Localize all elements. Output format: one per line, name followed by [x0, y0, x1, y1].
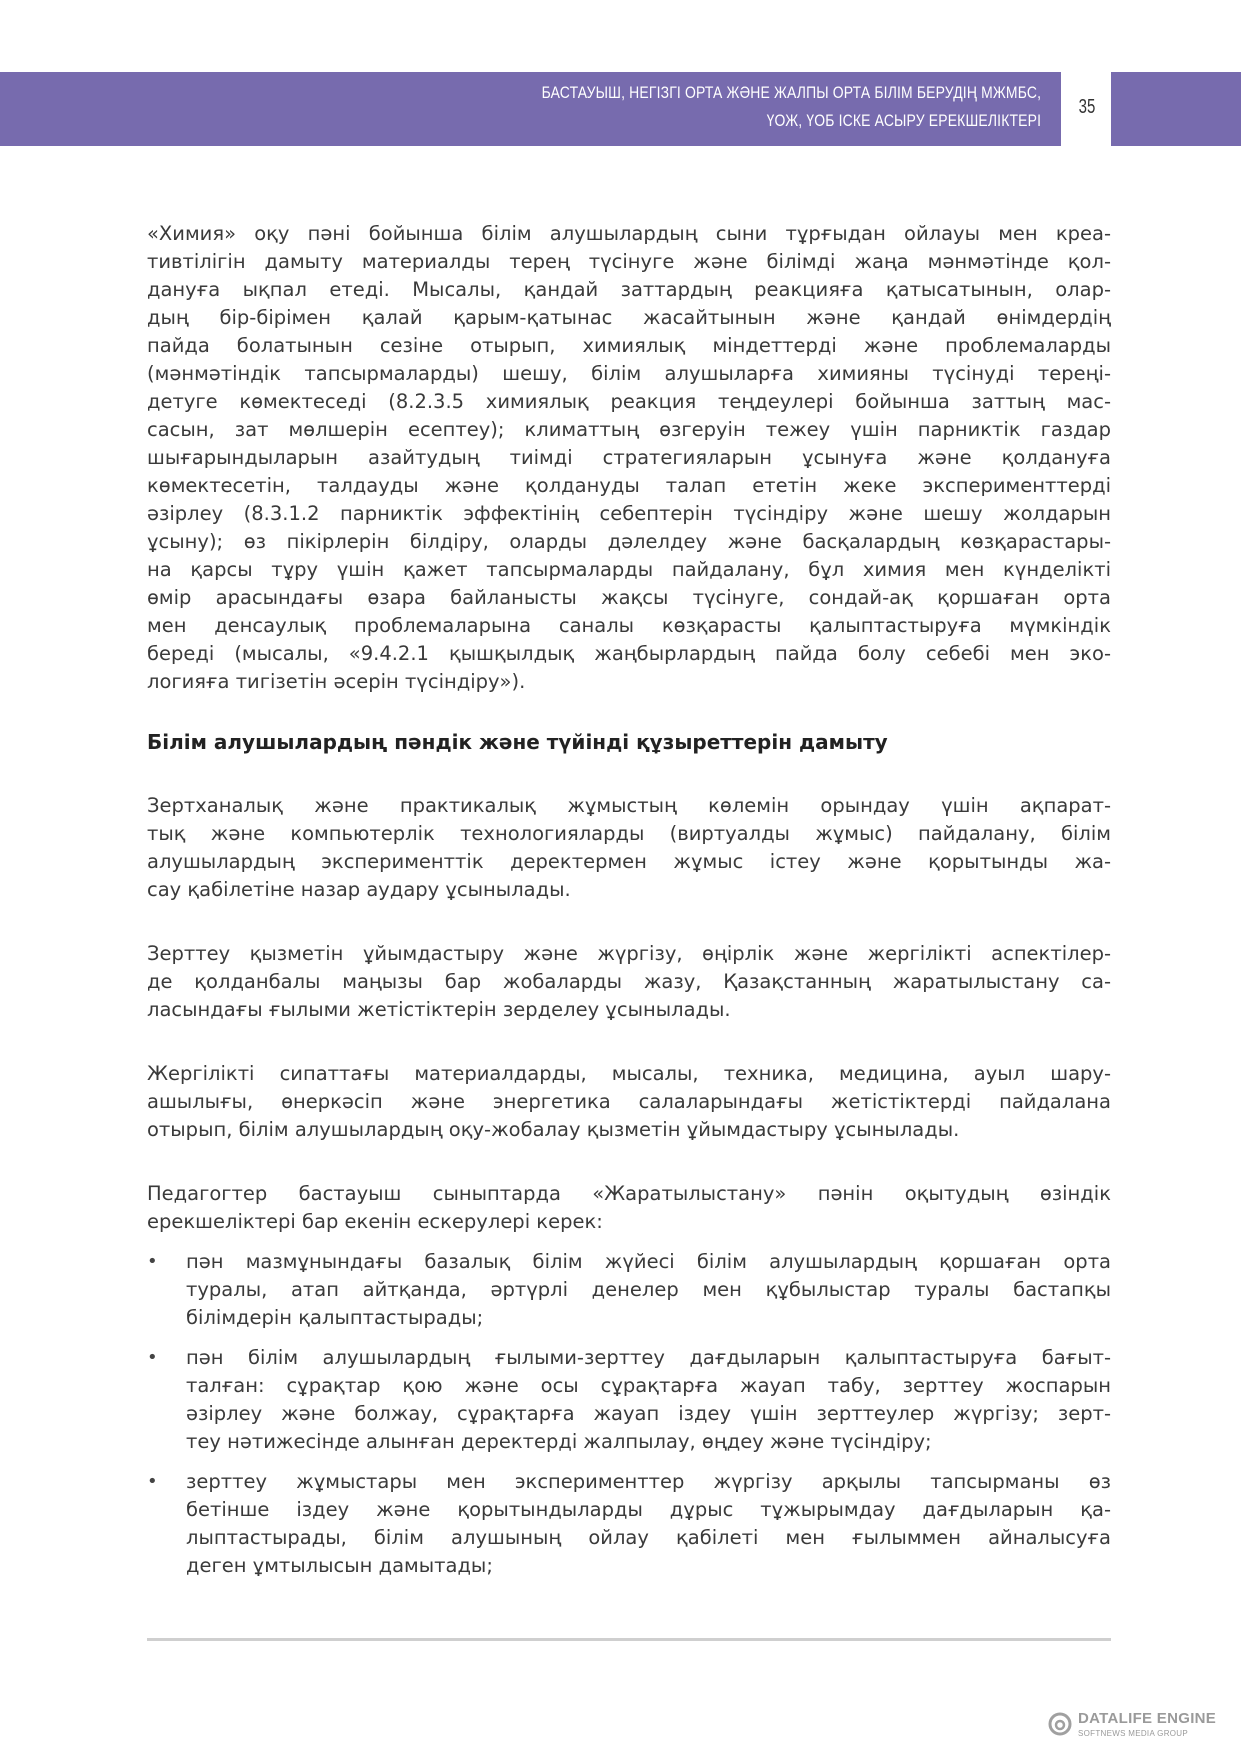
text-line: дануға ықпал етеді. Мысалы, қандай заттардың реакцияға қатысатынын, олар-	[147, 278, 1111, 301]
page-content	[147, 220, 1111, 1580]
text-line: туралы, атап айтқанда, әртүрлі денелер мен құбылыстар туралы бастапқы	[186, 1278, 1111, 1301]
text-line: Зерттеу қызметін ұйымдастыру және жүргізу, өңірлік және жергілікті аспектілер-	[147, 942, 1111, 965]
bullet-icon: •	[147, 1251, 158, 1272]
text-line: тивтілігін дамыту материалды терең түсінуге және білімді жаңа мәнмәтінде қол-	[147, 250, 1111, 273]
datalife-engine-logo-icon	[1048, 1712, 1072, 1736]
text-line: бетінше іздеу және қорытындыларды дұрыс тұжырымдау дағдыларын қа-	[186, 1498, 1111, 1521]
text-line: көмектесетін, талдауды және қолдануды талап ететін жеке эксперименттерді	[147, 474, 1111, 497]
text-line: Педагогтер бастауыш сыныптарда «Жаратылыстану» пәнін оқытудың өзіндік	[147, 1182, 1111, 1205]
text-line: сау қабілетіне назар аудару ұсынылады.	[147, 878, 571, 901]
text-line: Жергілікті сипаттағы материалдарды, мысалы, техника, медицина, ауыл шару-	[147, 1062, 1111, 1085]
section-heading: Білім алушылардың пәндік және түйінді құзыреттерін дамыту	[147, 730, 888, 754]
bullet-icon: •	[147, 1471, 158, 1492]
footer-divider	[147, 1638, 1111, 1641]
paragraph-gap	[147, 696, 1111, 724]
text-line: зерттеу жұмыстары мен эксперименттер жүргізу арқылы тапсырманы өз	[186, 1470, 1111, 1493]
watermark-subtitle: SOFTNEWS MEDIA GROUP	[1078, 1729, 1189, 1738]
paragraph-teachers	[147, 1180, 1111, 1236]
paragraph-research	[147, 940, 1111, 1024]
text-line: ласындағы ғылыми жетістіктерін зерделеу ұсынылады.	[147, 998, 731, 1021]
text-line: алушылардың эксперименттік деректермен жұмыс істеу және қорытынды жа-	[147, 850, 1111, 873]
watermark-title: DATALIFE ENGINE	[1078, 1710, 1217, 1727]
bullet-text	[186, 1468, 1111, 1580]
text-line: мен денсаулық проблемаларына саналы көзқарасты қалыптастыруға мүмкіндік	[147, 614, 1111, 637]
bullet-text	[186, 1344, 1111, 1456]
bullet-list	[147, 1248, 1111, 1580]
header-bar-right-block	[1111, 72, 1241, 146]
text-line: детуге көмектеседі (8.2.3.5 химиялық реакция теңдеулері бойынша заттың мас-	[147, 390, 1111, 413]
running-header-line: ҮОЖ, ҮОБ ІСКЕ АСЫРУ ЕРЕКШЕЛІКТЕРІ	[766, 111, 1041, 130]
text-line: өмір арасындағы өзара байланысты жақсы түсінуге, сондай-ақ қоршаған орта	[147, 586, 1111, 609]
bullet-icon: •	[147, 1347, 158, 1368]
text-line: лыптастырады, білім алушының ойлау қабілеті мен ғылыммен айналысуға	[186, 1526, 1111, 1549]
text-line: пән білім алушылардың ғылыми-зерттеу дағдыларын қалыптастыруға бағыт-	[186, 1346, 1111, 1369]
text-line: пән мазмұнындағы базалық білім жүйесі білім алушылардың қоршаған орта	[186, 1250, 1111, 1273]
text-line: талған: сұрақтар қою және осы сұрақтарға жауап табу, зерттеу жоспарын	[186, 1374, 1111, 1397]
paragraph-local-materials	[147, 1060, 1111, 1144]
text-line: білімдерін қалыптастырады;	[186, 1306, 484, 1329]
running-header-line: БАСТАУЫШ, НЕГІЗГІ ОРТА ЖӘНЕ ЖАЛПЫ ОРТА БІЛІМ БЕРУДІҢ МЖМБС,	[541, 83, 1041, 102]
text-line: береді (мысалы, «9.4.2.1 қышқылдық жаңбырлардың пайда болу себебі мен эко-	[147, 642, 1111, 665]
bullet-item	[147, 1344, 1111, 1456]
text-line: деген ұмтылысын дамытады;	[186, 1554, 493, 1577]
paragraph-lab-work	[147, 792, 1111, 904]
text-line: Зертханалық және практикалық жұмыстың көлемін орындау үшін ақпарат-	[147, 794, 1111, 817]
text-line: теу нәтижесінде алынған деректерді жалпылау, өңдеу және түсіндіру;	[186, 1430, 932, 1453]
text-line: (мәнмәтіндік тапсырмаларды) шешу, білім алушыларға химияны түсінуді тереңі-	[147, 362, 1111, 385]
text-line: «Химия» оқу пәні бойынша білім алушылардың сыни тұрғыдан ойлауы мен креа-	[147, 222, 1111, 245]
text-line: логияға тигізетін әсерін түсіндіру»).	[147, 670, 526, 693]
text-line: әзірлеу (8.3.1.2 парниктік эффектінің себептерін түсіндіру және шешу жолдарын	[147, 502, 1111, 525]
text-line: шығарындыларын азайтудың тиімді стратегияларын ұсынуға және қолдануға	[147, 446, 1111, 469]
paragraph-chemistry	[147, 220, 1111, 696]
watermark	[1048, 1708, 1238, 1748]
paragraph-gap	[147, 904, 1111, 932]
text-line: ерекшеліктері бар екенін ескерулері керек:	[147, 1210, 603, 1233]
running-header-title	[542, 79, 1041, 135]
page-number: 35	[1078, 96, 1096, 118]
text-line: ұсыну); өз пікірлерін білдіру, оларды дәлелдеу және басқалардың көзқарастары-	[147, 530, 1111, 553]
text-line: дың бір-бірімен қалай қарым-қатынас жасайтынын және қандай өнімдердің	[147, 306, 1111, 329]
bullet-item	[147, 1468, 1111, 1580]
text-line: әзірлеу және болжау, сұрақтарға жауап іздеу үшін зерттеулер жүргізу; зерт-	[186, 1402, 1111, 1425]
paragraph-gap	[147, 756, 1111, 784]
text-line: пайда болатынын сезіне отырып, химиялық міндеттерді және проблемаларды	[147, 334, 1111, 357]
text-line: тық және компьютерлік технологияларды (виртуалды жұмыс) пайдалану, білім	[147, 822, 1111, 845]
text-line: отырып, білім алушылардың оқу-жобалау қызметін ұйымдастыру ұсынылады.	[147, 1118, 960, 1141]
text-line: де қолданбалы маңызы бар жобаларды жазу, Қазақстанның жаратылыстану са-	[147, 970, 1111, 993]
text-line: на қарсы тұру үшін қажет тапсырмаларды пайдалану, бұл химия мен күнделікті	[147, 558, 1111, 581]
bullet-text	[186, 1248, 1111, 1332]
bullet-item	[147, 1248, 1111, 1332]
paragraph-gap	[147, 1144, 1111, 1172]
text-line: ашылығы, өнеркәсіп және энергетика салаларындағы жетістіктерді пайдалана	[147, 1090, 1111, 1113]
text-line: сасын, зат мөлшерін есептеу); климаттың өзгеруін тежеу үшін парниктік газдар	[147, 418, 1111, 441]
paragraph-gap	[147, 1024, 1111, 1052]
